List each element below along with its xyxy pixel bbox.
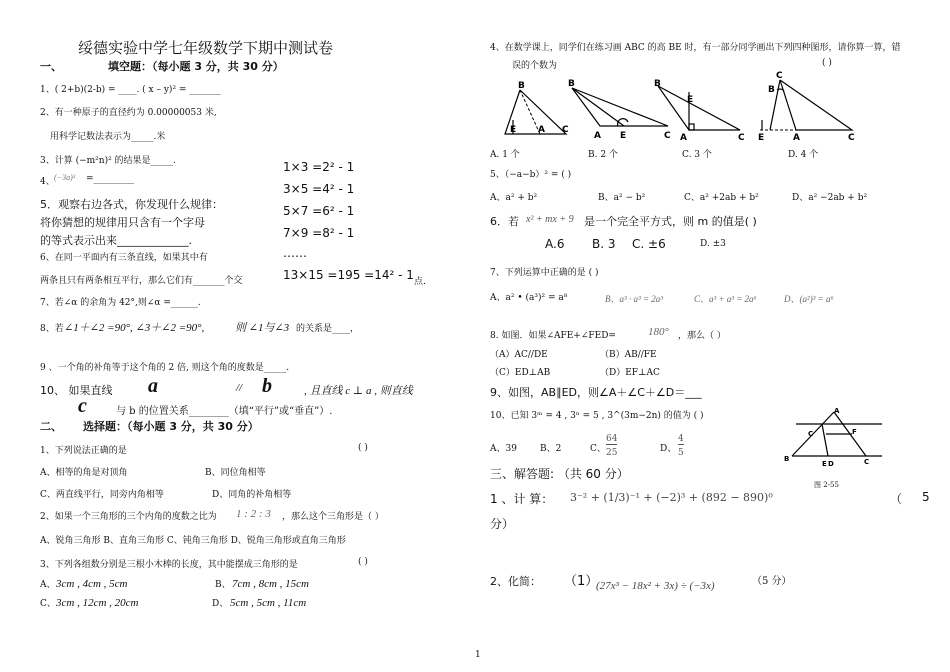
fig3-label-e: E (687, 95, 694, 105)
r6-pre: 6．若 (490, 215, 519, 228)
fig1-label-b: B (518, 81, 525, 91)
s2-tail: ，那么这个三角形是（ ） (282, 512, 384, 522)
r10-option-d-label: D、 (660, 444, 677, 454)
fig4-label-b: B (768, 85, 775, 95)
r4-option-d: D. 4 个 (788, 150, 819, 160)
q10-line-b: b (262, 375, 272, 397)
q10-pre: 10、 如果直线 (40, 384, 113, 397)
r6-option-c: C. ±6 (632, 237, 666, 251)
s1-paren: ( ) (358, 443, 368, 453)
s3-option-b: 7cm , 8cm , 15cm (232, 578, 309, 590)
s3-option-a: 3cm , 4cm , 5cm (56, 578, 128, 590)
s3-option-c: 3cm , 12cm , 20cm (56, 597, 139, 609)
fig4-label-c-bottom: C (848, 133, 855, 143)
r10-option-c-num: 64 (606, 434, 618, 444)
r8-option-c: （C）ED⊥AB (490, 368, 551, 378)
s1-question: 1、下列说法正确的是 (40, 446, 127, 456)
simplify-score: （5 分） (752, 576, 792, 587)
q2-line2: 用科学记数法表示为_____.米 (50, 132, 166, 142)
r4-line1: 4、在数学课上，同学们在练习画 ABC 的高 BE 时，有一部分同学画出下列四种图形，请你算一算，错 (490, 43, 901, 53)
r8-option-b: （B）AB//FE (600, 350, 657, 360)
r4-option-b: B. 2 个 (588, 150, 618, 160)
r7-question: 7、下列运算中正确的是 ( ) (490, 268, 599, 278)
r8-question: 8. 如图．如果∠AFE+∠FED= (490, 331, 616, 341)
four-triangles-figure (490, 72, 870, 144)
r10-option-d-num: 4 (678, 434, 684, 444)
pattern-eq-4: 7×9 =8² - 1 (283, 226, 355, 240)
q6-line2: 两条且只有两条相互平行，那么它们有_______个交 (40, 276, 243, 286)
r6-option-a: A.6 (545, 237, 565, 251)
r10-option-a: A、39 (490, 444, 517, 454)
fig1-label-c: C (562, 125, 569, 135)
r10-option-d-den: 5 (678, 448, 684, 458)
fig2-label-b: B (568, 79, 575, 89)
section1-num: 一、 (40, 60, 62, 73)
r10-option-c-den: 25 (606, 448, 618, 458)
pattern-ellipsis: …… (283, 246, 307, 260)
s1-option-d: D、同角的补角相等 (212, 490, 292, 500)
q2-line1: 2、有一种原子的直径约为 0.00000053 米, (40, 108, 217, 118)
q6-line1: 6、在同一平面内有三条直线，如果其中有 (40, 253, 208, 263)
fig1-label-a: A (538, 125, 545, 135)
simplify-expr: (27x³ − 18x² + 3x) ÷ (−3x) (596, 580, 715, 592)
r5-option-b: B、a² − b² (598, 193, 646, 203)
r8-option-a: （A）AC//DE (490, 350, 548, 360)
r9-question: 9、如图，AB∥ED，则∠A＋∠C＋∠D＝___ (490, 386, 702, 399)
r5-question: 5、（−a−b）² = ( ) (490, 170, 572, 180)
q5-line1: 5．观察右边各式，你发现什么规律： (40, 198, 223, 211)
calc-expr: 3⁻² + (1/3)⁻¹ + (−2)³ + (892 − 890)⁰ (570, 491, 773, 504)
q10-line2: 与 b 的位置关系________（填“平行”或“垂直”）. (116, 406, 333, 417)
r7-option-d: D、(a²)³ = a⁶ (784, 294, 834, 304)
s2-ratio: 1 : 2 : 3 (236, 508, 271, 520)
q4-tail: =_________ (86, 174, 135, 184)
q7: 7、若∠α 的余角为 42°,则∠α =______. (40, 298, 201, 308)
r7-option-b: B、a³ · a³ = 2a³ (605, 294, 663, 304)
s3-paren: ( ) (358, 557, 368, 567)
simplify-label: 2、化简： (490, 575, 541, 588)
r5-option-c: C、a² +2ab + b² (684, 193, 759, 203)
q8-pre: 8、若 (40, 324, 64, 334)
calc-score-open: （ (890, 492, 903, 506)
r7-option-a: A、a² • (a³)² = a⁸ (490, 293, 568, 303)
figure-caption: 图 2-55 (814, 481, 839, 489)
parallel-lines-figure (782, 406, 894, 476)
triangle-fig-1 (505, 81, 569, 135)
s3-question: 3、下列各组数分别是三根小木棒的长度，其中能摆成三角形的是 (40, 560, 298, 570)
r6-option-d: D. ±3 (700, 239, 726, 249)
triangle-fig-4 (758, 71, 855, 143)
q8-angles: 则 ∠1与∠3 (235, 322, 290, 334)
section2-num: 二、 (40, 420, 62, 433)
r6-option-b: B. 3 (592, 237, 616, 251)
fig2-label-e: E (620, 131, 627, 141)
section3-label: 三、解答题: （共 60 分） (490, 467, 629, 481)
calc-score-num: 5 (922, 490, 930, 504)
r4-option-c: C. 3 个 (682, 150, 712, 160)
r10-option-b: B、2 (540, 444, 562, 454)
r6-post: 是一个完全平方式，则 m 的值是( ) (584, 215, 757, 228)
r4-paren: ( ) (822, 58, 832, 68)
s1-option-a: A、相等的角是对顶角 (40, 468, 128, 478)
fig255-label-f: F (852, 428, 857, 436)
r10-option-c-label: C、 (590, 444, 606, 454)
pattern-eq-last: 13×15 =195 =14² - 1 (283, 268, 414, 282)
r5-option-d: D、a² −2ab + b² (792, 193, 868, 203)
fig255-label-b: B (784, 455, 790, 463)
q10-post: , 且直线 c ⊥ a , 则直线 (304, 385, 413, 397)
q9: 9 、一个角的补角等于这个角的 2 倍, 则这个角的度数是_____. (40, 363, 290, 373)
q8-tail: 的关系是____， (296, 324, 360, 334)
s2-options: A、锐角三角形 B、直角三角形 C、钝角三角形 D、锐角三角形或直角三角形 (40, 536, 346, 546)
pattern-eq-1: 1×3 =2² - 1 (283, 160, 355, 174)
fig3-label-b: B (654, 79, 661, 89)
section1-label: 填空题：（每小题 3 分，共 30 分） (108, 60, 284, 73)
q4-expr: (−3a)³ (54, 173, 76, 182)
s3-b-label: B、 (215, 580, 231, 590)
section2-label: 选择题：（每小题 3 分，共 30 分） (83, 420, 259, 433)
fig4-label-c: C (776, 71, 783, 81)
page-number: 1 (475, 650, 481, 660)
r5-option-a: A、a² + b² (490, 193, 538, 203)
fig255-label-c: C (808, 430, 814, 438)
fig3-label-c: C (738, 133, 745, 143)
fig4-label-e: E (758, 133, 765, 143)
fig255-label-d: D (828, 460, 834, 468)
q6-line3: 点. (414, 277, 426, 287)
q5-line3: 的等式表示出来_____________. (40, 234, 192, 247)
simplify-num: （1） (564, 574, 599, 589)
q1: 1、( 2+b)(2-b) = ____. ( x – y)² = _______ (40, 85, 221, 95)
q10-parallel: // (236, 382, 243, 394)
fig255-label-c2: C (864, 458, 870, 466)
fig4-label-a: A (793, 133, 800, 143)
s2-question: 2、如果一个三角形的三个内角的度数之比为 (40, 512, 217, 522)
s1-option-b: B、同位角相等 (205, 468, 266, 478)
q3: 3、计算 (−m²n)² 的结果是_____. (40, 156, 176, 166)
r8-option-d: （D）EF⊥AC (600, 368, 660, 378)
r10-question: 10、已知 3ᵐ = 4 , 3ⁿ = 5 , 3^(3m−2n) 的值为 ( ) (490, 411, 704, 421)
s3-c-label: C、 (40, 599, 56, 609)
pattern-eq-2: 3×5 =4² - 1 (283, 182, 355, 196)
q4-mark: 4、 (40, 177, 55, 187)
calc-label: 1 、计 算： (490, 492, 554, 506)
r8-degree: 180° (648, 326, 669, 338)
fig3-label-a: A (680, 133, 687, 143)
s3-d-label: D、 (212, 599, 229, 609)
s3-a-label: A、 (40, 580, 56, 590)
calc-score-close: 分） (490, 517, 515, 531)
r4-option-a: A. 1 个 (490, 150, 520, 160)
q5-line2: 将你猜想的规律用只含有一个字母 (40, 216, 205, 229)
s1-option-c: C、两直线平行，同旁内角相等 (40, 490, 164, 500)
pattern-eq-3: 5×7 =6² - 1 (283, 204, 355, 218)
r4-line2: 误的个数为 (512, 61, 558, 71)
r8-tail: ，那么（ ） (678, 331, 726, 341)
fig1-label-e: E (510, 125, 517, 135)
r6-expr: x² + mx + 9 (526, 214, 574, 225)
s3-option-d: 5cm , 5cm , 11cm (230, 597, 307, 609)
fig255-label-e: E (822, 460, 827, 468)
q10-line-c: c (78, 395, 87, 417)
r7-option-c: C、a³ + a³ = 2a⁶ (694, 294, 757, 304)
q8-condition: ∠1＋∠2 =90°, ∠3＋∠2 =90°, (64, 322, 205, 334)
exam-title: 绥德实验中学七年级数学下期中测试卷 (78, 39, 334, 57)
fig2-label-c: C (664, 131, 671, 141)
fig2-label-a: A (594, 131, 601, 141)
fig255-label-a: A (834, 407, 840, 415)
q10-line-a: a (148, 375, 161, 397)
